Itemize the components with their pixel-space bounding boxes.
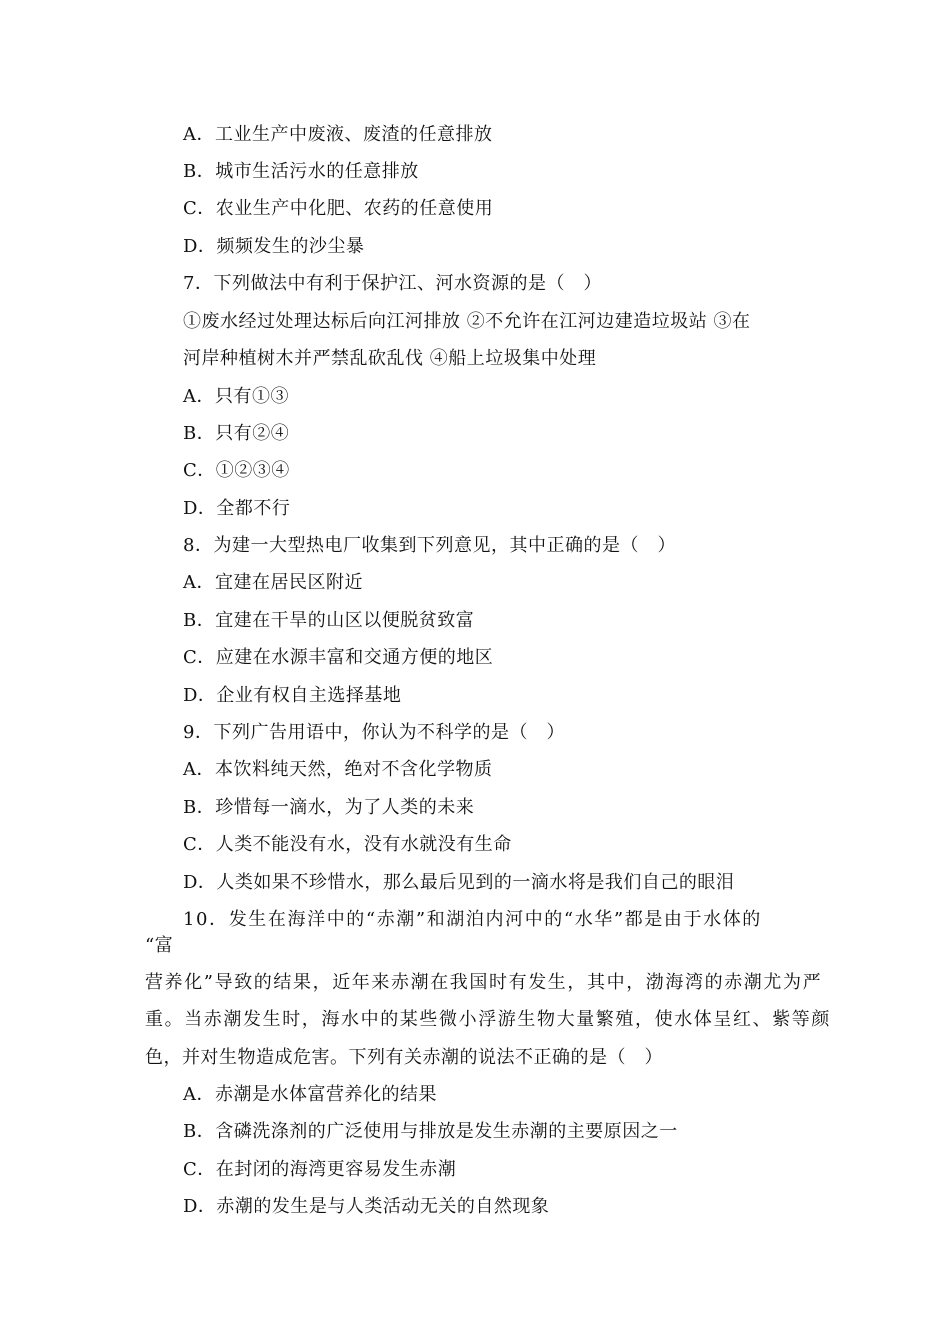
q9-option-b: B．珍惜每一滴水，为了人类的未来 — [183, 797, 475, 818]
q8-option-d: D．企业有权自主选择基地 — [183, 685, 402, 706]
q9-option-a: A．本饮料纯天然，绝对不含化学物质 — [183, 759, 493, 780]
q8-stem: 8．为建一大型热电厂收集到下列意见，其中正确的是（ ） — [183, 535, 676, 556]
q7-statements-line2: 河岸种植树木并严禁乱砍乱伐 ④船上垃圾集中处理 — [183, 348, 597, 369]
q9-option-c: C．人类不能没有水，没有水就没有生命 — [183, 834, 512, 855]
q6-option-c: C．农业生产中化肥、农药的任意使用 — [183, 198, 494, 219]
q7-option-b: B．只有②④ — [183, 423, 290, 444]
q6-option-d: D．频频发生的沙尘暴 — [183, 236, 365, 257]
q8-option-a: A．宜建在居民区附近 — [183, 572, 363, 593]
q8-option-b: B．宜建在干旱的山区以便脱贫致富 — [183, 610, 475, 631]
q7-statements-line1: ①废水经过处理达标后向江河排放 ②不允许在江河边建造垃圾站 ③在 — [183, 311, 751, 332]
q7-option-d: D．全都不行 — [183, 498, 291, 519]
q9-option-d: D．人类如果不珍惜水，那么最后见到的一滴水将是我们自己的眼泪 — [183, 872, 735, 893]
q7-stem: 7．下列做法中有利于保护江、河水资源的是（ ） — [183, 273, 602, 294]
q7-option-a: A．只有①③ — [183, 386, 289, 407]
q10-stem-line3: 营养化”导致的结果，近年来赤潮在我国时有发生，其中，渤海湾的赤潮尤为严 — [145, 972, 823, 993]
q9-stem: 9．下列广告用语中，你认为不科学的是（ ） — [183, 722, 565, 743]
q10-stem-line5: 色，并对生物造成危害。下列有关赤潮的说法不正确的是（ ） — [145, 1047, 663, 1068]
q6-option-a: A．工业生产中废液、废渣的任意排放 — [183, 124, 493, 145]
q10-stem-line2: “富 — [145, 935, 174, 956]
q10-option-c: C．在封闭的海湾更容易发生赤潮 — [183, 1159, 457, 1180]
q10-stem-line1: 10．发生在海洋中的“赤潮”和湖泊内河中的“水华”都是由于水体的 — [183, 909, 762, 930]
q10-option-a: A．赤潮是水体富营养化的结果 — [183, 1084, 437, 1105]
q8-option-c: C．应建在水源丰富和交通方便的地区 — [183, 647, 494, 668]
q10-option-d: D．赤潮的发生是与人类活动无关的自然现象 — [183, 1196, 550, 1217]
q6-option-b: B．城市生活污水的任意排放 — [183, 161, 419, 182]
q10-option-b: B．含磷洗涤剂的广泛使用与排放是发生赤潮的主要原因之一 — [183, 1121, 678, 1142]
q10-stem-line4: 重。当赤潮发生时，海水中的某些微小浮游生物大量繁殖，使水体呈红、紫等颜 — [145, 1009, 831, 1030]
q7-option-c: C．①②③④ — [183, 460, 290, 481]
